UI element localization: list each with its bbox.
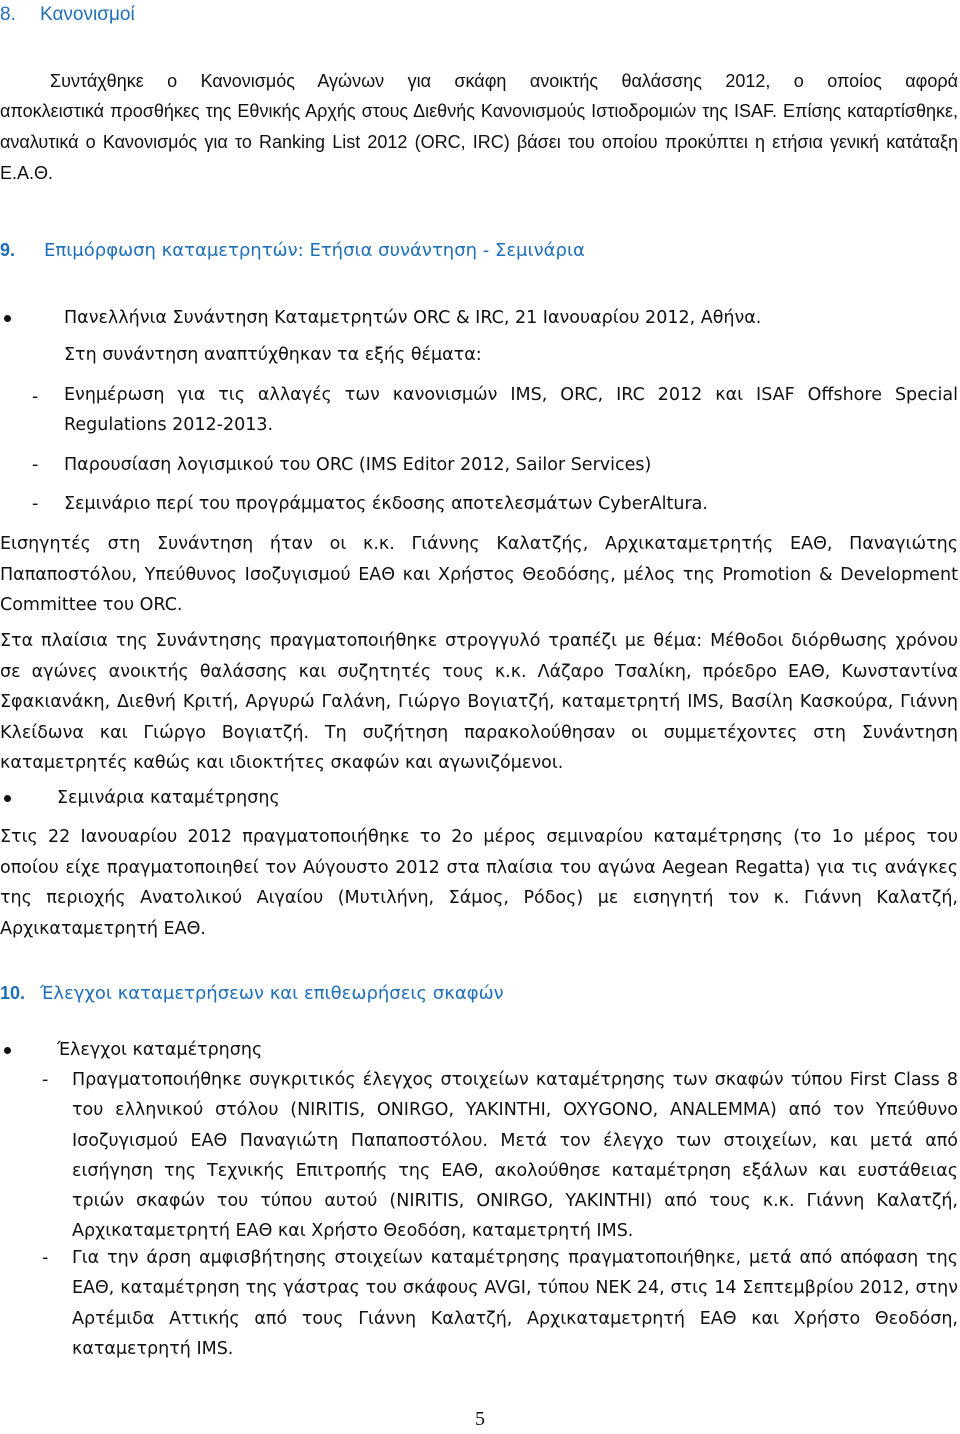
bullet-text: Έλεγχοι καταμέτρησης (57, 1040, 263, 1060)
section-8-heading (0, 4, 958, 26)
section-title: Έλεγχοι καταμετρήσεων και επιθεωρήσεις σκαφών (40, 983, 504, 1004)
topic-text: Παρουσίαση λογισμικού του ORC (IMS Editor 2012, Sailor Services) (64, 455, 652, 475)
dash-marker: - (42, 1070, 49, 1090)
bullet-icon (4, 795, 11, 802)
topics-intro: Στη συνάντηση αναπτύχθηκαν τα εξής θέματα: (64, 345, 482, 365)
check-item (0, 1065, 958, 1247)
dash-marker: - (32, 455, 39, 475)
paragraph-first-line: Συντάχθηκε ο Κανονισμός Αγώνων για σκάφη ανοικτής θαλάσσης 2012, ο οποίος αφορά (50, 71, 958, 91)
dash-marker: - (42, 1248, 49, 1268)
bullet-icon (4, 315, 11, 322)
section-title: Κανονισμοί (40, 4, 135, 25)
dash-marker: - (32, 387, 39, 407)
paragraph-text: αποκλειστικά προσθήκες της Εθνικής Αρχής στους Διεθνής Κανονισμούς Ιστιοδρομιών της ISAF. Επίσης καταρτίσθηκε, αναλυτικά ο Κανονισμός για το Ranking List 2012 (ORC, IRC) βάσει του οποίου προκύπτει η ετήσια γενική κατάταξη Ε.Α.Θ. (0, 101, 958, 183)
bullet-text: Σεμινάρια καταμέτρησης (57, 788, 280, 808)
roundtable-paragraph: Στα πλαίσια της Συνάντησης πραγματοποιήθηκε στρογγυλό τραπέζι με θέμα: Μέθοδοι διόρθωσης χρόνου σε αγώνες ανοικτής θαλάσσης και συζητητές τους κ.κ. Λάζαρο Τσαλίκη, πρόεδρο ΕΑΘ, Κωνσταντίνα Σφακιανάκη, Διεθνή Κριτή, Αργυρώ Γαλάνη, Γιώργο Βογιατζή, καταμετρητή IMS, Βασίλη Κασκούρα, Γιάννη Κλείδωνα και Γιώργο Βογιατζή. Τη συζήτηση παρακολούθησαν οι συμμετέχοντες στη Συνάντηση καταμετρητές καθώς και ιδιοκτήτες σκαφών και αγωνιζόμενοι. (0, 631, 958, 773)
section-number: 9. (0, 240, 16, 260)
section-10-heading (0, 983, 958, 1004)
bullet-text: Πανελλήνια Συνάντηση Καταμετρητών ORC & IRC, 21 Ιανουαρίου 2012, Αθήνα. (64, 308, 762, 328)
bullet-icon (4, 1047, 11, 1054)
topic-text: Σεμινάριο περί του προγράμματος έκδοσης αποτελεσμάτων CyberAltura. (64, 494, 708, 514)
section-number: 10. (0, 983, 26, 1003)
dash-marker: - (32, 494, 39, 514)
section-9-heading (0, 240, 958, 261)
topic-item (0, 380, 958, 440)
section-8-paragraph (0, 66, 958, 189)
topic-text: Ενημέρωση για τις αλλαγές των κανονισμών IMS, ORC, IRC 2012 και ISAF Offshore Special Regulations 2012-2013. (64, 385, 958, 435)
check-text: Για την άρση αμφισβήτησης στοιχείων καταμέτρησης πραγματοποιήθηκε, μετά από απόφαση της ΕΑΘ, καταμέτρηση της γάστρας του σκάφους AVGI, τύπου NEK 24, στις 14 Σεπτεμβρίου 2012, στην Αρτέμιδα Αττικής από τους Γιάννη Καλατζή, Αρχικαταμετρητή ΕΑΘ και Χρήστο Θεοδόση, καταμετρητή IMS. (72, 1248, 958, 1359)
speakers-paragraph: Εισηγητές στη Συνάντηση ήταν οι κ.κ. Γιάννης Καλατζής, Αρχικαταμετρητής ΕΑΘ, Παναγιώτης Παπαποστόλου, Υπεύθυνος Ισοζυγισμού ΕΑΘ και Χρήστος Θεοδόσης, μέλος της Promotion & Development Committee του ORC. (0, 534, 958, 615)
check-text: Πραγματοποιήθηκε συγκριτικός έλεγχος στοιχείων καταμέτρησης των σκαφών τύπου First Class 8 του ελληνικού στόλου (NIRITIS, ONIRGO, YAKINTHI, OXYGONO, ANALEMMA) από τον Υπεύθυνο Ισοζυγισμού ΕΑΘ Παναγιώτη Παπαποστόλου. Μετά τον έλεγχο των στοιχείων, και μετά από εισήγηση της Τεχνικής Επιτροπής της ΕΑΘ, ακολούθησε καταμέτρηση εξάλων και ευστάθειας τριών σκαφών του τύπου αυτού (NIRITIS, ONIRGO, YAKINTHI) από τους κ.κ. Γιάννη Καλατζή, Αρχικαταμετρητή ΕΑΘ και Χρήστο Θεοδόση, καταμετρητή IMS. (72, 1070, 958, 1242)
section-title: Επιμόρφωση καταμετρητών: Ετήσια συνάντηση - Σεμινάρια (44, 240, 585, 261)
section-number: 8. (0, 4, 16, 25)
seminars-paragraph: Στις 22 Ιανουαρίου 2012 πραγματοποιήθηκε το 2ο μέρος σεμιναρίου καταμέτρησης (το 1ο μέρος του οποίου είχε πραγματοποιηθεί τον Αύγουστο 2012 στα πλαίσια του αγώνα Aegean Regatta) για τις ανάγκες της περιοχής Ανατολικού Αιγαίου (Μυτιλήνη, Σάμος, Ρόδος) με εισηγητή τον κ. Γιάννη Καλατζή, Αρχικαταμετρητή ΕΑΘ. (0, 827, 958, 939)
check-item (0, 1243, 958, 1364)
page-number: 5 (475, 1408, 485, 1430)
